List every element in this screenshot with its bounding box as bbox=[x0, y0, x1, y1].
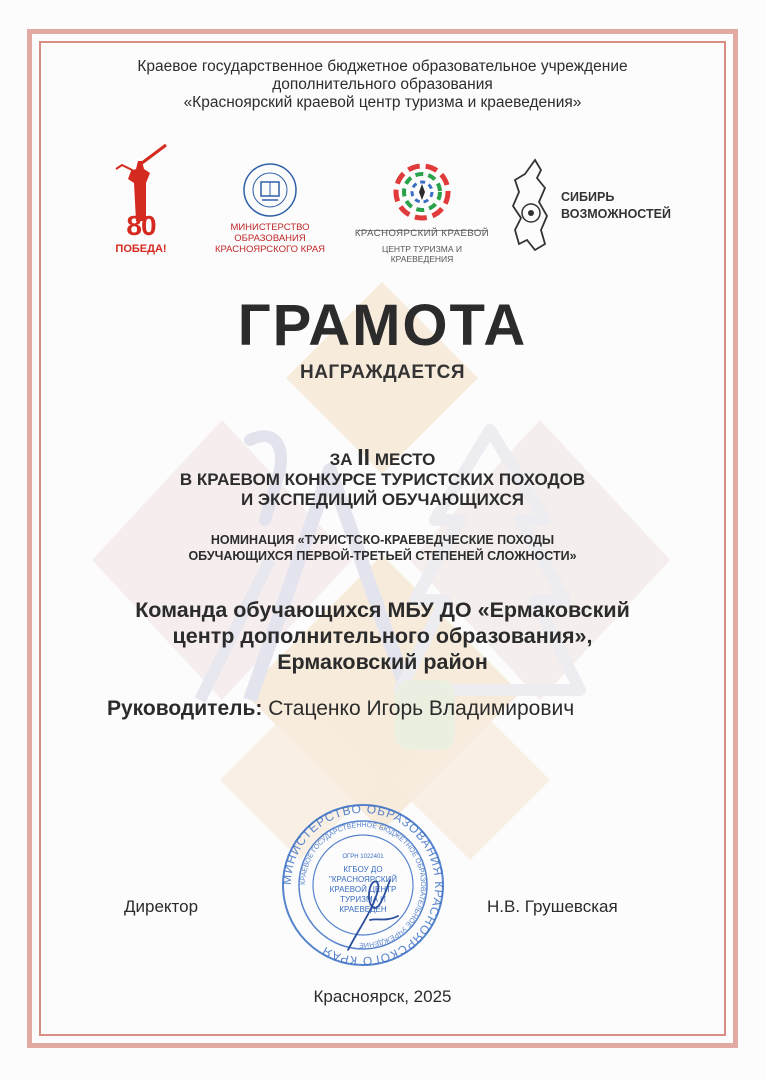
team-line-2: центр дополнительного образования», bbox=[172, 624, 593, 648]
leader-name: Стаценко Игорь Владимирович bbox=[268, 697, 575, 720]
tourism-center-line-2: ЦЕНТР ТУРИЗМА И КРАЕВЕДЕНИЯ bbox=[381, 244, 463, 264]
ministry-line-3: КРАСНОЯРСКОГО КРАЯ bbox=[214, 244, 326, 255]
siberia-opportunities-logo bbox=[505, 158, 671, 258]
signature-name: Н.В. Грушевская bbox=[487, 897, 618, 916]
stamp-line-5: КРАЕВЕДЕН bbox=[339, 905, 387, 914]
organization-line-3: «Красноярский краевой центр туризма и краеведения» bbox=[183, 94, 582, 111]
organization-line-2: дополнительного образования bbox=[272, 76, 493, 93]
place-number: II bbox=[357, 444, 371, 470]
stamp-line-3: КРАЕВОЙ ЦЕНТР bbox=[329, 885, 397, 894]
ministry-line-2: ОБРАЗОВАНИЯ bbox=[234, 233, 306, 244]
place-suffix: МЕСТО bbox=[374, 450, 436, 469]
signature-position: Директор bbox=[124, 897, 199, 916]
leader-label: Руководитель: bbox=[107, 697, 263, 720]
ministry-line-1: МИНИСТЕРСТВО bbox=[230, 222, 310, 233]
stamp-line-2: "КРАСНОЯРСКИЙ bbox=[328, 875, 398, 884]
stamp-outer-text: МИНИСТЕРСТВО ОБРАЗОВАНИЯ КРАСНОЯРСКОГО КРАЯ bbox=[279, 801, 447, 969]
city-year: Красноярск, 2025 bbox=[313, 987, 452, 1006]
leader bbox=[107, 697, 574, 721]
stamp-ring-text: КРАЕВОЕ ГОСУДАРСТВЕННОЕ БЮДЖЕТНОЕ ОБРАЗОВАТЕЛЬНОЕ УЧРЕЖДЕНИЕ bbox=[299, 821, 427, 949]
nomination-line-1: НОМИНАЦИЯ «ТУРИСТСКО-КРАЕВЕДЧЕСКИЕ ПОХОДЫ bbox=[210, 533, 555, 547]
contest-line-1: В КРАЕВОМ КОНКУРСЕ ТУРИСТСКИХ ПОХОДОВ bbox=[179, 470, 586, 489]
tourism-center-logo bbox=[352, 162, 492, 262]
stamp-line-1: КГБОУ ДО bbox=[343, 865, 383, 874]
award-place bbox=[0, 444, 765, 471]
siberia-line-1: СИБИРЬ bbox=[561, 190, 615, 204]
certificate-title: ГРАМОТА bbox=[237, 293, 528, 358]
stamp-ogrn: ОГРН 1022401 bbox=[342, 854, 384, 860]
tourism-center-line-1: КРАСНОЯРСКИЙ КРАЕВОЙ bbox=[354, 228, 490, 239]
ministry-emblem-icon bbox=[240, 162, 300, 222]
stamp-line-4: ТУРИЗМА И bbox=[340, 895, 386, 904]
team-line-3: Ермаковский район bbox=[277, 650, 488, 674]
nomination-line-2: ОБУЧАЮЩИХСЯ ПЕРВОЙ-ТРЕТЬЕЙ СТЕПЕНЕЙ СЛОЖНОСТИ» bbox=[188, 549, 577, 563]
official-stamp bbox=[278, 800, 448, 970]
tourism-center-emblem-icon bbox=[387, 162, 457, 227]
ministry-logo bbox=[205, 162, 335, 262]
victory-80-number: 80 bbox=[126, 210, 156, 241]
contest-line-2: И ЭКСПЕДИЦИЙ ОБУЧАЮЩИХСЯ bbox=[240, 490, 524, 509]
certificate-subtitle: НАГРАЖДАЕТСЯ bbox=[299, 362, 466, 383]
organization-line-1: Краевое государственное бюджетное образовательное учреждение bbox=[137, 58, 628, 75]
place-prefix: ЗА bbox=[329, 450, 353, 469]
victory-text: ПОБЕДА! bbox=[115, 243, 167, 255]
victory-80-logo bbox=[106, 143, 176, 263]
siberia-line-2: ВОЗМОЖНОСТЕЙ bbox=[561, 207, 671, 221]
team-line-1: Команда обучающихся МБУ ДО «Ермаковский bbox=[135, 598, 630, 622]
siberia-map-icon bbox=[505, 158, 563, 253]
